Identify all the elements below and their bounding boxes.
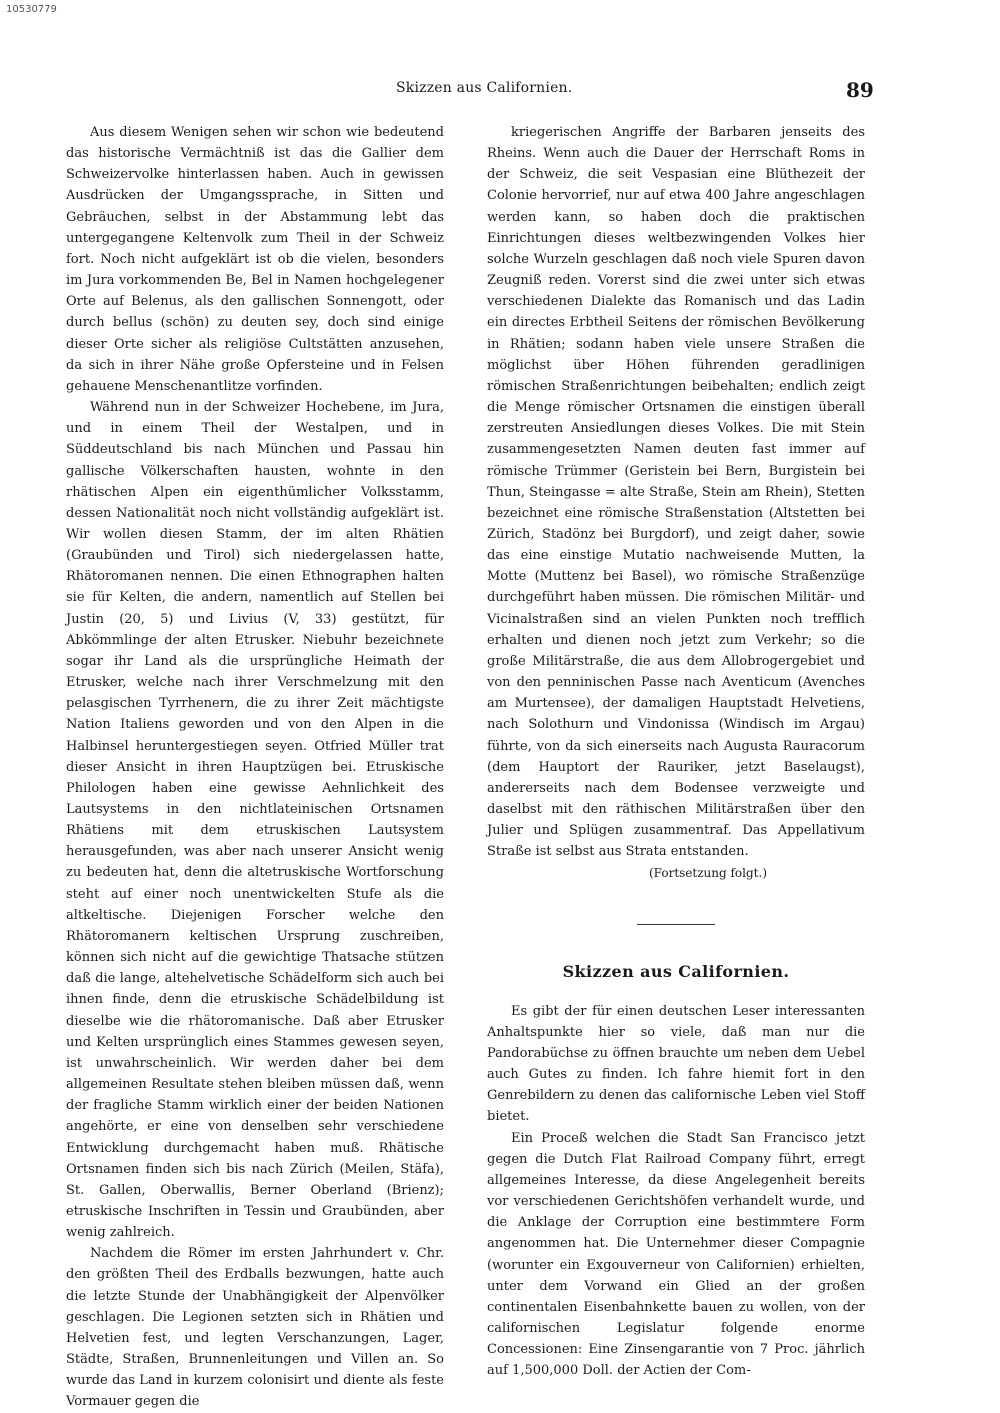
left-column (66, 122, 444, 1413)
paragraph: kriegerischen Angriffe der Barbaren jenseits des Rheins. Wenn auch die Dauer der Herrschaft Roms in der Schweiz, die seit Vespasian eine Blüthezeit der Colonie hervorrief, nur auf etwa 400 Jahre angeschlagen werden kann, so haben doch die praktischen Einrichtungen dieses weltbezwingenden Volkes hier solche Wurzeln geschlagen daß noch viele Spuren davon Zeugniß reden. Vorerst sind die zwei unter sich etwas verschiedenen Dialekte das Romanisch und das Ladin ein directes Erbtheil Seitens der römischen Bevölkerung in Rhätien; sodann haben viele unsere Straßen die möglichst über Höhen führenden geradlinigen römischen Straßenrichtungen beibehalten; endlich zeigt die Menge römischer Ortsnamen die einstigen überall zerstreuten Ansiedlungen dieses Volkes. Die mit Stein zusammengesetzten Namen deuten fast immer auf römische Trümmer (Geristein bei Bern, Burgistein bei Thun, Steingasse = alte Straße, Stein am Rhein), Stetten bezeichnet eine römische Straßenstation (Altstetten bei Zürich, Stadönz bei Burgdorf), und zeigt daher, sowie das eine einstige Mutatio nachweisende Mutten, la Motte (Muttenz bei Basel), wo römische Straßenzüge durchgeführt haben müssen. Die römischen Militär- und Vicinalstraßen sind an vielen Punkten noch trefflich erhalten und dienen noch jetzt zum Verkehr; so die große Militärstraße, die aus dem Allobrogergebiet und von den penninischen Passe nach Aventicum (Avenches am Murtensee), der damaligen Hauptstadt Helvetiens, nach Solothurn und Vindonissa (Windisch im Argau) führte, von da sich einerseits nach Augusta Rauracorum (dem Hauptort der Rauriker, jetzt Baselaugst), andererseits nach dem Bodensee verzweigte und daselbst mit den räthischen Militärstraßen über den Julier und Splügen zusammentraf. Das Appellativum Straße ist selbst aus Strata entstanden. (487, 125, 865, 860)
scan-id: 10530779 (6, 4, 57, 15)
section-divider (637, 924, 715, 925)
page-number: 89 (846, 78, 874, 102)
paragraph: Nachdem die Römer im ersten Jahrhundert v. Chr. den größten Theil des Erdballs bezwungen, hatte auch die letzte Stunde der Unabhängigkeit der Alpenvölker geschlagen. Die Legionen setzten sich in Rhätien und Helvetien fest, und legten Verschanzungen, Lager, Städte, Straßen, Brunnenleitungen und Villen an. So wurde das Land in kurzem colonisirt und diente als feste Vormauer gegen die (66, 1246, 444, 1410)
running-head (0, 80, 1000, 104)
paragraph: Aus diesem Wenigen sehen wir schon wie bedeutend das historische Vermächtniß ist das die Gallier dem Schweizervolke hinterlassen haben. Auch in gewissen Ausdrücken der Umgangssprache, in Sitten und Gebräuchen, selbst in der Abstammung lebt das untergegangene Keltenvolk zum Theil in der Schweiz fort. Noch nicht aufgeklärt ist ob die vielen, besonders im Jura vorkommenden Be, Bel in Namen hochgelegener Orte auf Belenus, als den gallischen Sonnengott, oder durch bellus (schön) zu deuten sey, doch sind einige dieser Orte sicher als religiöse Cultstätten anzusehen, da sich in ihrer Nähe große Opfersteine und in Felsen gehauene Menschenantlitze vorfinden. (66, 125, 444, 394)
continued-note: (Fortsetzung folgt.) (649, 866, 767, 881)
paragraph: Ein Proceß welchen die Stadt San Francisco jetzt gegen die Dutch Flat Railroad Company führt, erregt allgemeines Interesse, da diese Angelegenheit bereits vor verschiedenen Gerichtshöfen verhandelt wurde, und die Anklage der Corruption eine bestimmtere Form angenommen hat. Die Unternehmer dieser Compagnie (worunter ein Exgouverneur von Californien) erhielten, unter dem Vorwand ein Glied an der großen continentalen Eisenbahnkette bauen zu wollen, von der californischen Legislatur folgende enorme Concessionen: Eine Zinsengarantie von 7 Proc. jährlich auf 1,500,000 Doll. der Actien der Com- (487, 1130, 865, 1379)
running-title: Skizzen aus Californien. (396, 80, 573, 96)
paragraph: Es gibt der für einen deutschen Leser interessanten Anhaltspunkte hier so viele, daß man nur die Pandorabüchse zu öffnen brauchte um neben dem Uebel auch Gutes zu finden. Ich fahre hiemit fort in den Genrebildern zu denen das californische Leben viel Stoff bietet. (487, 1003, 865, 1125)
section-title: Skizzen aus Californien. (562, 962, 790, 982)
paragraph: Während nun in der Schweizer Hochebene, im Jura, und in einem Theil der Westalpen, und in Süddeutschland bis nach München und Passau hin gallische Völkerschaften hausten, wohnte in den rhätischen Alpen ein eigenthümlicher Volksstamm, dessen Nationalität noch nicht vollständig aufgeklärt ist. Wir wollen diesen Stamm, der im alten Rhätien (Graubünden und Tirol) sich niedergelassen hatte, Rhätoromanen nennen. Die einen Ethnographen halten sie für Kelten, die andern, namentlich auf Stellen bei Justin (20, 5) und Livius (V, 33) gestützt, für Abkömmlinge der alten Etrusker. Niebuhr bezeichnete sogar ihr Land als die ursprüngliche Heimath der Etrusker, welche nach ihrer Verschmelzung mit den pelasgischen Tyrrhenern, die zu ihrer Zeit mächtigste Nation Italiens geworden und von den Alpen in die Halbinsel heruntergestiegen seyen. Otfried Müller trat dieser Ansicht in ihren Hauptzügen bei. Etruskische Philologen haben eine gewisse Aehnlichkeit des Lautsystems in den nichtlateinischen Ortsnamen Rhätiens mit dem etruskischen Lautsystem herausgefunden, was aber nach unserer Ansicht wenig zu bedeuten hat, denn die altetruskische Wortforschung steht auf einer noch unentwickelten Stufe als die altkeltische. Diejenigen Forscher welche den Rhätoromanern keltischen Ursprung zuschreiben, können sich nicht auf die gewichtige Thatsache stützen daß die lange, altehelvetische Schädelform sich auch bei ihnen finde, denn die etruskische Schädelbildung ist dieselbe wie die rhätoromanische. Daß aber Etrusker und Kelten ursprünglich eines Stammes gewesen seyen, ist unwahrscheinlich. Wir werden daher bei dem allgemeinen Resultate stehen bleiben müssen daß, wenn der fragliche Stamm wirklich einer der beiden Nationen angehörte, er eine von denselben sehr verschiedene Entwicklung durchgemacht haben muß. Rhätische Ortsnamen finden sich bis nach Zürich (Meilen, Stäfa), St. Gallen, Oberwallis, Berner Oberland (Brienz); etruskische Inschriften in Tessin und Graubünden, aber wenig zahlreich. (66, 400, 444, 1241)
right-column (487, 122, 865, 1381)
